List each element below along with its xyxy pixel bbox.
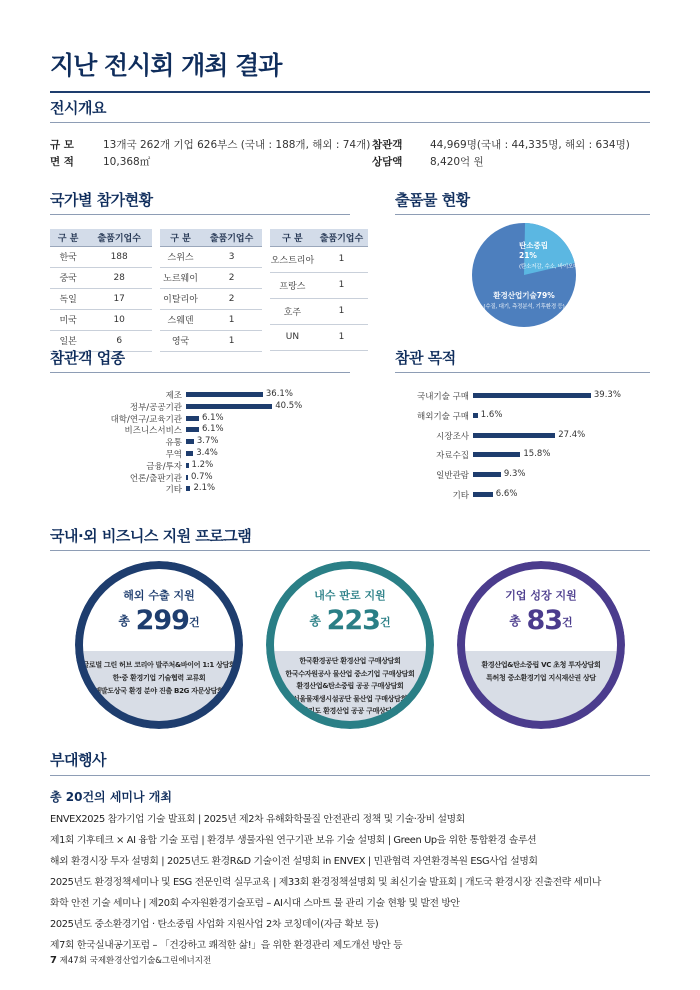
overview-value-visitors: 44,969명(국내 : 44,335명, 해외 : 634명) <box>430 139 630 151</box>
table-row <box>160 330 262 351</box>
bar-category-label: 국내기술 구매 <box>417 392 469 402</box>
bar-value-label: 9.3% <box>503 469 526 480</box>
overview-label-scale: 규 모 <box>50 139 74 151</box>
program-body <box>75 651 243 729</box>
table-row <box>50 267 152 288</box>
country-count: 1 <box>315 298 368 324</box>
country-name: 한국 <box>50 246 86 267</box>
divider <box>50 91 650 93</box>
seminar-line: 2025년도 중소환경기업 · 탄소중립 사업화 지원사업 2차 코칭데이(자금 확보 등) <box>50 919 379 930</box>
count-number: 83 <box>526 605 563 636</box>
purpose-heading: 참관 목적 <box>395 349 456 367</box>
bar-category-label: 비즈니스서비스 <box>124 426 182 437</box>
program-body <box>266 651 434 729</box>
bar <box>473 492 493 497</box>
overview-label-consult: 상담액 <box>372 156 403 168</box>
table-row <box>160 246 262 267</box>
divider <box>50 122 650 123</box>
program-count <box>266 605 434 636</box>
country-count: 1 <box>315 272 368 298</box>
bar <box>473 413 478 418</box>
country-name: 스위스 <box>160 246 201 267</box>
program-body <box>457 651 625 729</box>
bar-category-label: 자료수집 <box>436 451 469 462</box>
table-row <box>160 309 262 330</box>
country-count: 28 <box>86 267 152 288</box>
country-count: 2 <box>201 267 262 288</box>
col-header: 출품기업수 <box>86 229 152 246</box>
table-row <box>160 267 262 288</box>
col-header: 출품기업수 <box>201 229 262 246</box>
bar-category-label: 일반관람 <box>436 471 469 482</box>
bar <box>186 463 189 468</box>
program-title: 내수 판로 지원 <box>314 589 386 602</box>
bar-category-label: 대학/연구/교육기관 <box>110 414 182 425</box>
country-name: 스웨덴 <box>160 309 201 330</box>
country-table-1 <box>50 229 152 352</box>
countries-heading: 국가별 참가현황 <box>50 191 153 209</box>
country-name: UN <box>270 324 315 350</box>
table-row <box>270 324 368 350</box>
bar-category-label: 금융/투자 <box>146 461 182 472</box>
table-row <box>50 288 152 309</box>
program-line: 서울물재생시설공단 물산업 구매상담회 <box>292 694 408 703</box>
bar-category-label: 기타 <box>452 491 469 501</box>
bar-value-label: 1.6% <box>480 409 503 420</box>
country-name: 오스트리아 <box>270 246 315 272</box>
program-line: 글로벌 그린 허브 코리아 발주처&바이어 1:1 상담회 <box>82 661 236 669</box>
country-name: 프랑스 <box>270 272 315 298</box>
country-name: 미국 <box>50 309 86 330</box>
overview-value-scale: 13개국 262개 기업 626부스 (국내 : 188개, 해외 : 74개) <box>103 139 371 151</box>
seminar-line: 2025년도 환경정책세미나 및 ESG 전문인력 실무교육 | 제33회 환경정책설명회 및 최신기술 발표회 | 개도국 환경시장 진출전략 세미나 <box>50 877 601 888</box>
table-row <box>160 288 262 309</box>
seminar-line: 제7회 한국실내공기포럼 – 「건강하고 쾌적한 삶!」을 위한 환경관리 제도개선 방안 등 <box>50 940 403 951</box>
overview-label-area: 면 적 <box>50 156 74 168</box>
divider <box>395 372 650 373</box>
footer-text: 제47회 국제환경산업기술&그린에너지전 <box>59 956 212 966</box>
bar-value-label: 6.1% <box>201 424 224 435</box>
bar <box>186 404 272 409</box>
footer <box>50 954 211 966</box>
bar <box>186 439 194 444</box>
bar-value-label: 1.2% <box>191 459 214 470</box>
page-number: 7 <box>50 955 57 966</box>
bar-value-label: 27.4% <box>558 429 586 440</box>
program-title: 기업 성장 지원 <box>505 589 577 602</box>
bar <box>473 393 591 398</box>
country-count: 1 <box>201 309 262 330</box>
seminar-line: 제1회 기후테크 × AI 융합 기술 포럼 | 환경부 생물자원 연구기관 보유 기술 설명회 | Green Up을 위한 통합환경 솔루션 <box>50 835 537 846</box>
program-line: 개발도상국 환경 분야 진출 B2G 자문상담회 <box>94 687 224 695</box>
bar <box>186 416 199 421</box>
bar <box>186 475 188 480</box>
seminar-line: ENVEX2025 참가기업 기술 발표회 | 2025년 제2차 유해화학물질 안전관리 정책 및 기술·장비 설명회 <box>50 814 465 825</box>
bar-value-label: 36.1% <box>265 389 293 399</box>
table-row <box>50 309 152 330</box>
slice-detail-environment: (수질, 대기, 측정분석, 기후환경 등) <box>483 304 565 310</box>
col-header: 구 분 <box>160 229 201 246</box>
bar-category-label: 기타 <box>165 485 182 496</box>
country-table-3 <box>270 229 368 351</box>
program-export <box>75 561 243 729</box>
bar-value-label: 3.4% <box>196 448 218 458</box>
table-row <box>270 272 368 298</box>
col-header: 구 분 <box>50 229 86 246</box>
program-line: 특허청 중소환경기업 지식재산권 상담 <box>486 674 596 682</box>
count-prefix: 총 <box>309 614 321 628</box>
country-name: 호주 <box>270 298 315 324</box>
country-count: 17 <box>86 288 152 309</box>
country-name: 노르웨이 <box>160 267 201 288</box>
bar-category-label: 제조 <box>165 391 182 401</box>
col-header: 출품기업수 <box>315 229 368 246</box>
overview-value-area: 10,368㎡ <box>103 156 151 168</box>
overview-heading: 전시개요 <box>50 99 106 117</box>
divider <box>50 372 350 373</box>
bar <box>473 452 520 457</box>
bar-category-label: 언론/출판기관 <box>129 473 182 484</box>
bar-value-label: 0.7% <box>191 471 213 482</box>
program-count <box>75 605 243 636</box>
seminar-subtitle: 총 20건의 세미나 개최 <box>50 790 172 804</box>
count-number: 299 <box>135 605 189 636</box>
country-count: 10 <box>86 309 152 330</box>
country-count: 6 <box>86 330 152 351</box>
program-line: 한·중 환경기업 기술협력 교류회 <box>112 674 206 682</box>
bar-value-label: 3.7% <box>196 436 219 447</box>
divider <box>50 550 650 551</box>
program-line: 경기도 환경산업 공공 구매상담회 <box>301 707 399 715</box>
program-title: 해외 수출 지원 <box>123 589 195 602</box>
country-count: 188 <box>86 246 152 267</box>
count-suffix: 건 <box>562 616 573 629</box>
country-count: 3 <box>201 246 262 267</box>
country-count: 1 <box>201 330 262 351</box>
program-count <box>457 605 625 636</box>
industry-heading: 참관객 업종 <box>50 349 125 367</box>
country-count: 2 <box>201 288 262 309</box>
bar <box>186 486 190 491</box>
events-heading: 부대행사 <box>50 751 106 769</box>
seminar-line: 해외 환경시장 투자 설명회 | 2025년도 환경R&D 기술이전 설명회 in ENVEX | 민관협력 자연환경복원 ESG사업 설명회 <box>50 856 538 867</box>
bar-category-label: 유통 <box>165 438 182 449</box>
divider <box>50 214 350 215</box>
table-row <box>270 298 368 324</box>
overview-value-consult: 8,420억 원 <box>430 156 484 168</box>
country-name: 일본 <box>50 330 86 351</box>
bar-value-label: 2.1% <box>193 483 216 494</box>
slice-detail-carbon: (탄소저감, 수소, 바이오매스, 태양광 등) <box>519 264 611 270</box>
bar-value-label: 6.6% <box>495 489 518 499</box>
program-line: 환경산업&탄소중립 공공 구매상담회 <box>296 682 404 690</box>
slice-label-environment: 환경산업기술79% <box>493 291 555 300</box>
country-name: 영국 <box>160 330 201 351</box>
business-heading: 국내·외 비즈니스 지원 프로그램 <box>50 527 252 545</box>
bar <box>473 472 501 477</box>
divider <box>395 214 650 215</box>
country-table-2 <box>160 229 262 352</box>
bar-category-label: 해외기술 구매 <box>417 411 469 422</box>
divider <box>50 775 650 776</box>
count-number: 223 <box>326 605 380 636</box>
program-line: 환경산업&탄소중립 VC 초청 투자상담회 <box>481 661 601 669</box>
program-growth <box>457 561 625 729</box>
bar <box>186 451 193 456</box>
page-title: 지난 전시회 개최 결과 <box>50 51 282 80</box>
overview-label-visitors: 참관객 <box>372 139 403 151</box>
slice-name: 탄소중립 <box>519 241 548 250</box>
country-count: 1 <box>315 246 368 272</box>
program-line: 한국수자원공사 물산업 중소기업 구매상담회 <box>285 669 415 678</box>
slice-label-carbon <box>519 241 548 261</box>
country-name: 이탈리아 <box>160 288 201 309</box>
bar-value-label: 39.3% <box>593 390 621 400</box>
country-name: 중국 <box>50 267 86 288</box>
seminar-line: 화학 안전 기술 세미나 | 제20회 수자원환경기술포럼 – AI시대 스마트 물 관리 기술 현황 및 발전 방안 <box>50 898 460 909</box>
bar-category-label: 무역 <box>165 450 182 460</box>
slice-percent: 21% <box>519 251 537 260</box>
bar-value-label: 6.1% <box>201 412 224 423</box>
col-header: 구 분 <box>270 229 315 246</box>
count-prefix: 총 <box>118 614 130 628</box>
count-prefix: 총 <box>509 614 521 628</box>
bar-value-label: 15.8% <box>523 449 551 460</box>
table-row <box>270 246 368 272</box>
bar <box>473 433 555 438</box>
count-suffix: 건 <box>188 616 200 629</box>
country-count: 1 <box>315 324 368 350</box>
program-line: 한국환경공단 환경산업 구매상담회 <box>299 657 401 665</box>
bar <box>186 427 199 432</box>
bar-category-label: 정부/공공기관 <box>129 402 182 413</box>
count-suffix: 건 <box>379 616 391 629</box>
bar-category-label: 시장조사 <box>436 431 469 442</box>
exhibits-heading: 출품물 현황 <box>395 191 470 209</box>
country-name: 독일 <box>50 288 86 309</box>
program-domestic <box>266 561 434 729</box>
table-row <box>50 246 152 267</box>
bar-value-label: 40.5% <box>275 400 303 411</box>
bar <box>186 392 263 397</box>
exhibits-pie-chart <box>472 223 576 327</box>
